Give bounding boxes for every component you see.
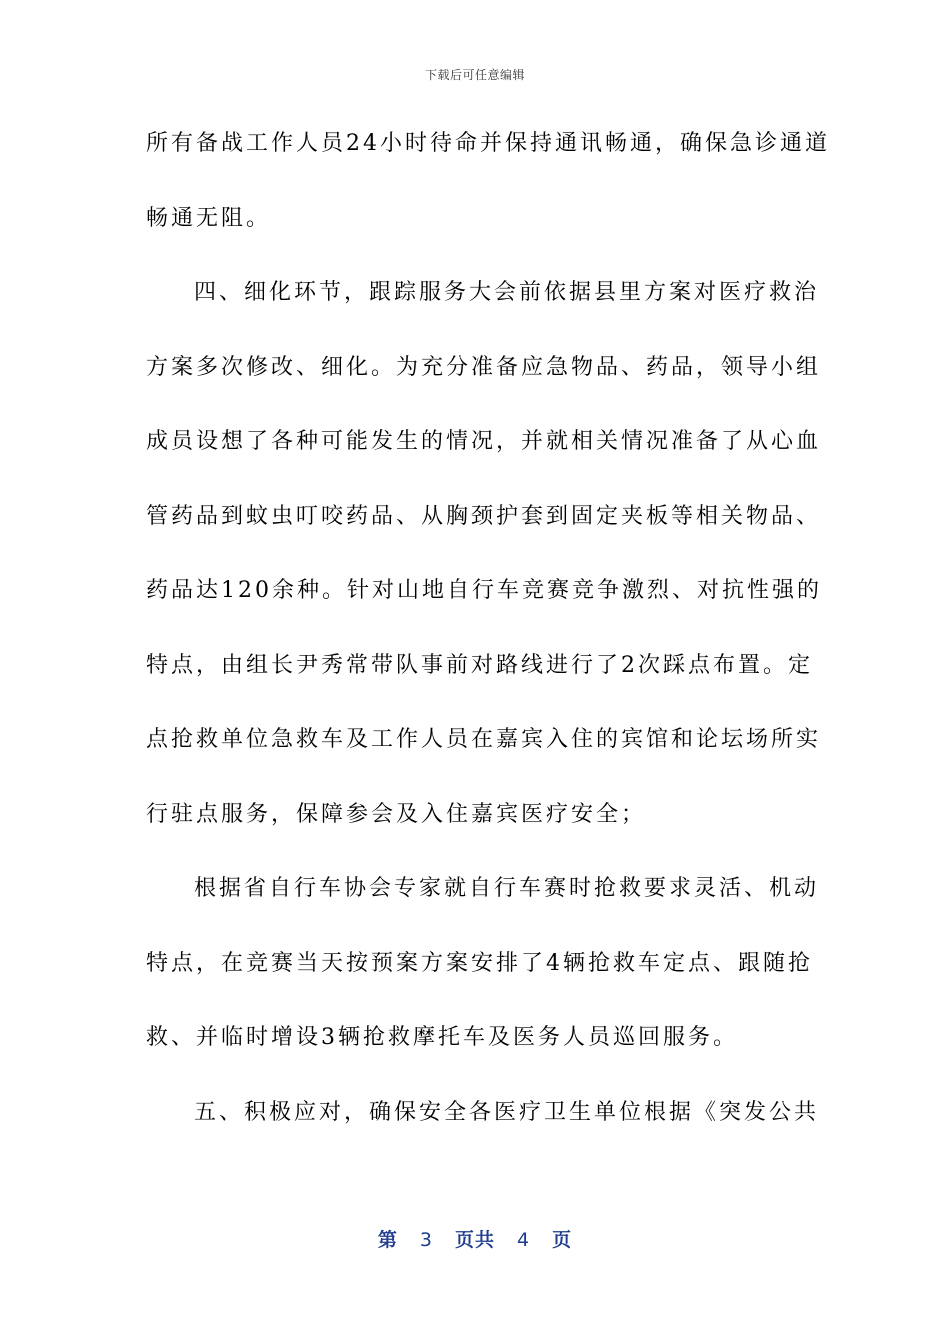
paragraph-line: 点抢救单位急救车及工作人员在嘉宾入住的宾馆和论坛场所实 bbox=[146, 727, 822, 752]
total-page-number: 4 bbox=[517, 1229, 531, 1251]
paragraph-line: 特点，由组长尹秀常带队事前对路线进行了2次踩点布置。定 bbox=[146, 652, 813, 678]
paragraph-line: 所有备战工作人员24小时待命并保持通讯畅通，确保急诊通道 bbox=[146, 131, 830, 156]
footer-prefix: 第 bbox=[377, 1229, 398, 1251]
paragraph-line: 行驻点服务，保障参会及入住嘉宾医疗安全； bbox=[146, 801, 647, 827]
paragraph-line: 五、积极应对，确保安全各医疗卫生单位根据《突发公共 bbox=[194, 1099, 820, 1125]
paragraph-line: 特点，在竞赛当天按预案方案安排了4辆抢救车定点、跟随抢 bbox=[146, 950, 813, 976]
paragraph-line: 药品达120余种。针对山地自行车竞赛竞争激烈、对抗性强的 bbox=[146, 578, 822, 603]
paragraph-line: 管药品到蚊虫叮咬药品、从胸颈护套到固定夹板等相关物品、 bbox=[146, 503, 822, 529]
footer-middle: 页共 bbox=[454, 1229, 495, 1251]
footer-suffix: 页 bbox=[552, 1229, 573, 1251]
paragraph-line: 成员设想了各种可能发生的情况，并就相关情况准备了从心血 bbox=[146, 429, 822, 454]
current-page-number: 3 bbox=[419, 1229, 433, 1251]
paragraph-line: 根据省自行车协会专家就自行车赛时抢救要求灵活、机动 bbox=[194, 876, 820, 901]
paragraph-line: 方案多次修改、细化。为充分准备应急物品、药品，领导小组 bbox=[146, 354, 822, 380]
header-note: 下载后可任意编辑 bbox=[424, 68, 525, 82]
paragraph-line: 四、细化环节，跟踪服务大会前依据县里方案对医疗救治 bbox=[194, 280, 820, 305]
paragraph-line: 救、并临时增设3辆抢救摩托车及医务人员巡回服务。 bbox=[146, 1025, 738, 1050]
page-footer bbox=[0, 1225, 950, 1252]
paragraph-line: 畅通无阻。 bbox=[146, 205, 272, 231]
body-text bbox=[146, 128, 830, 1171]
